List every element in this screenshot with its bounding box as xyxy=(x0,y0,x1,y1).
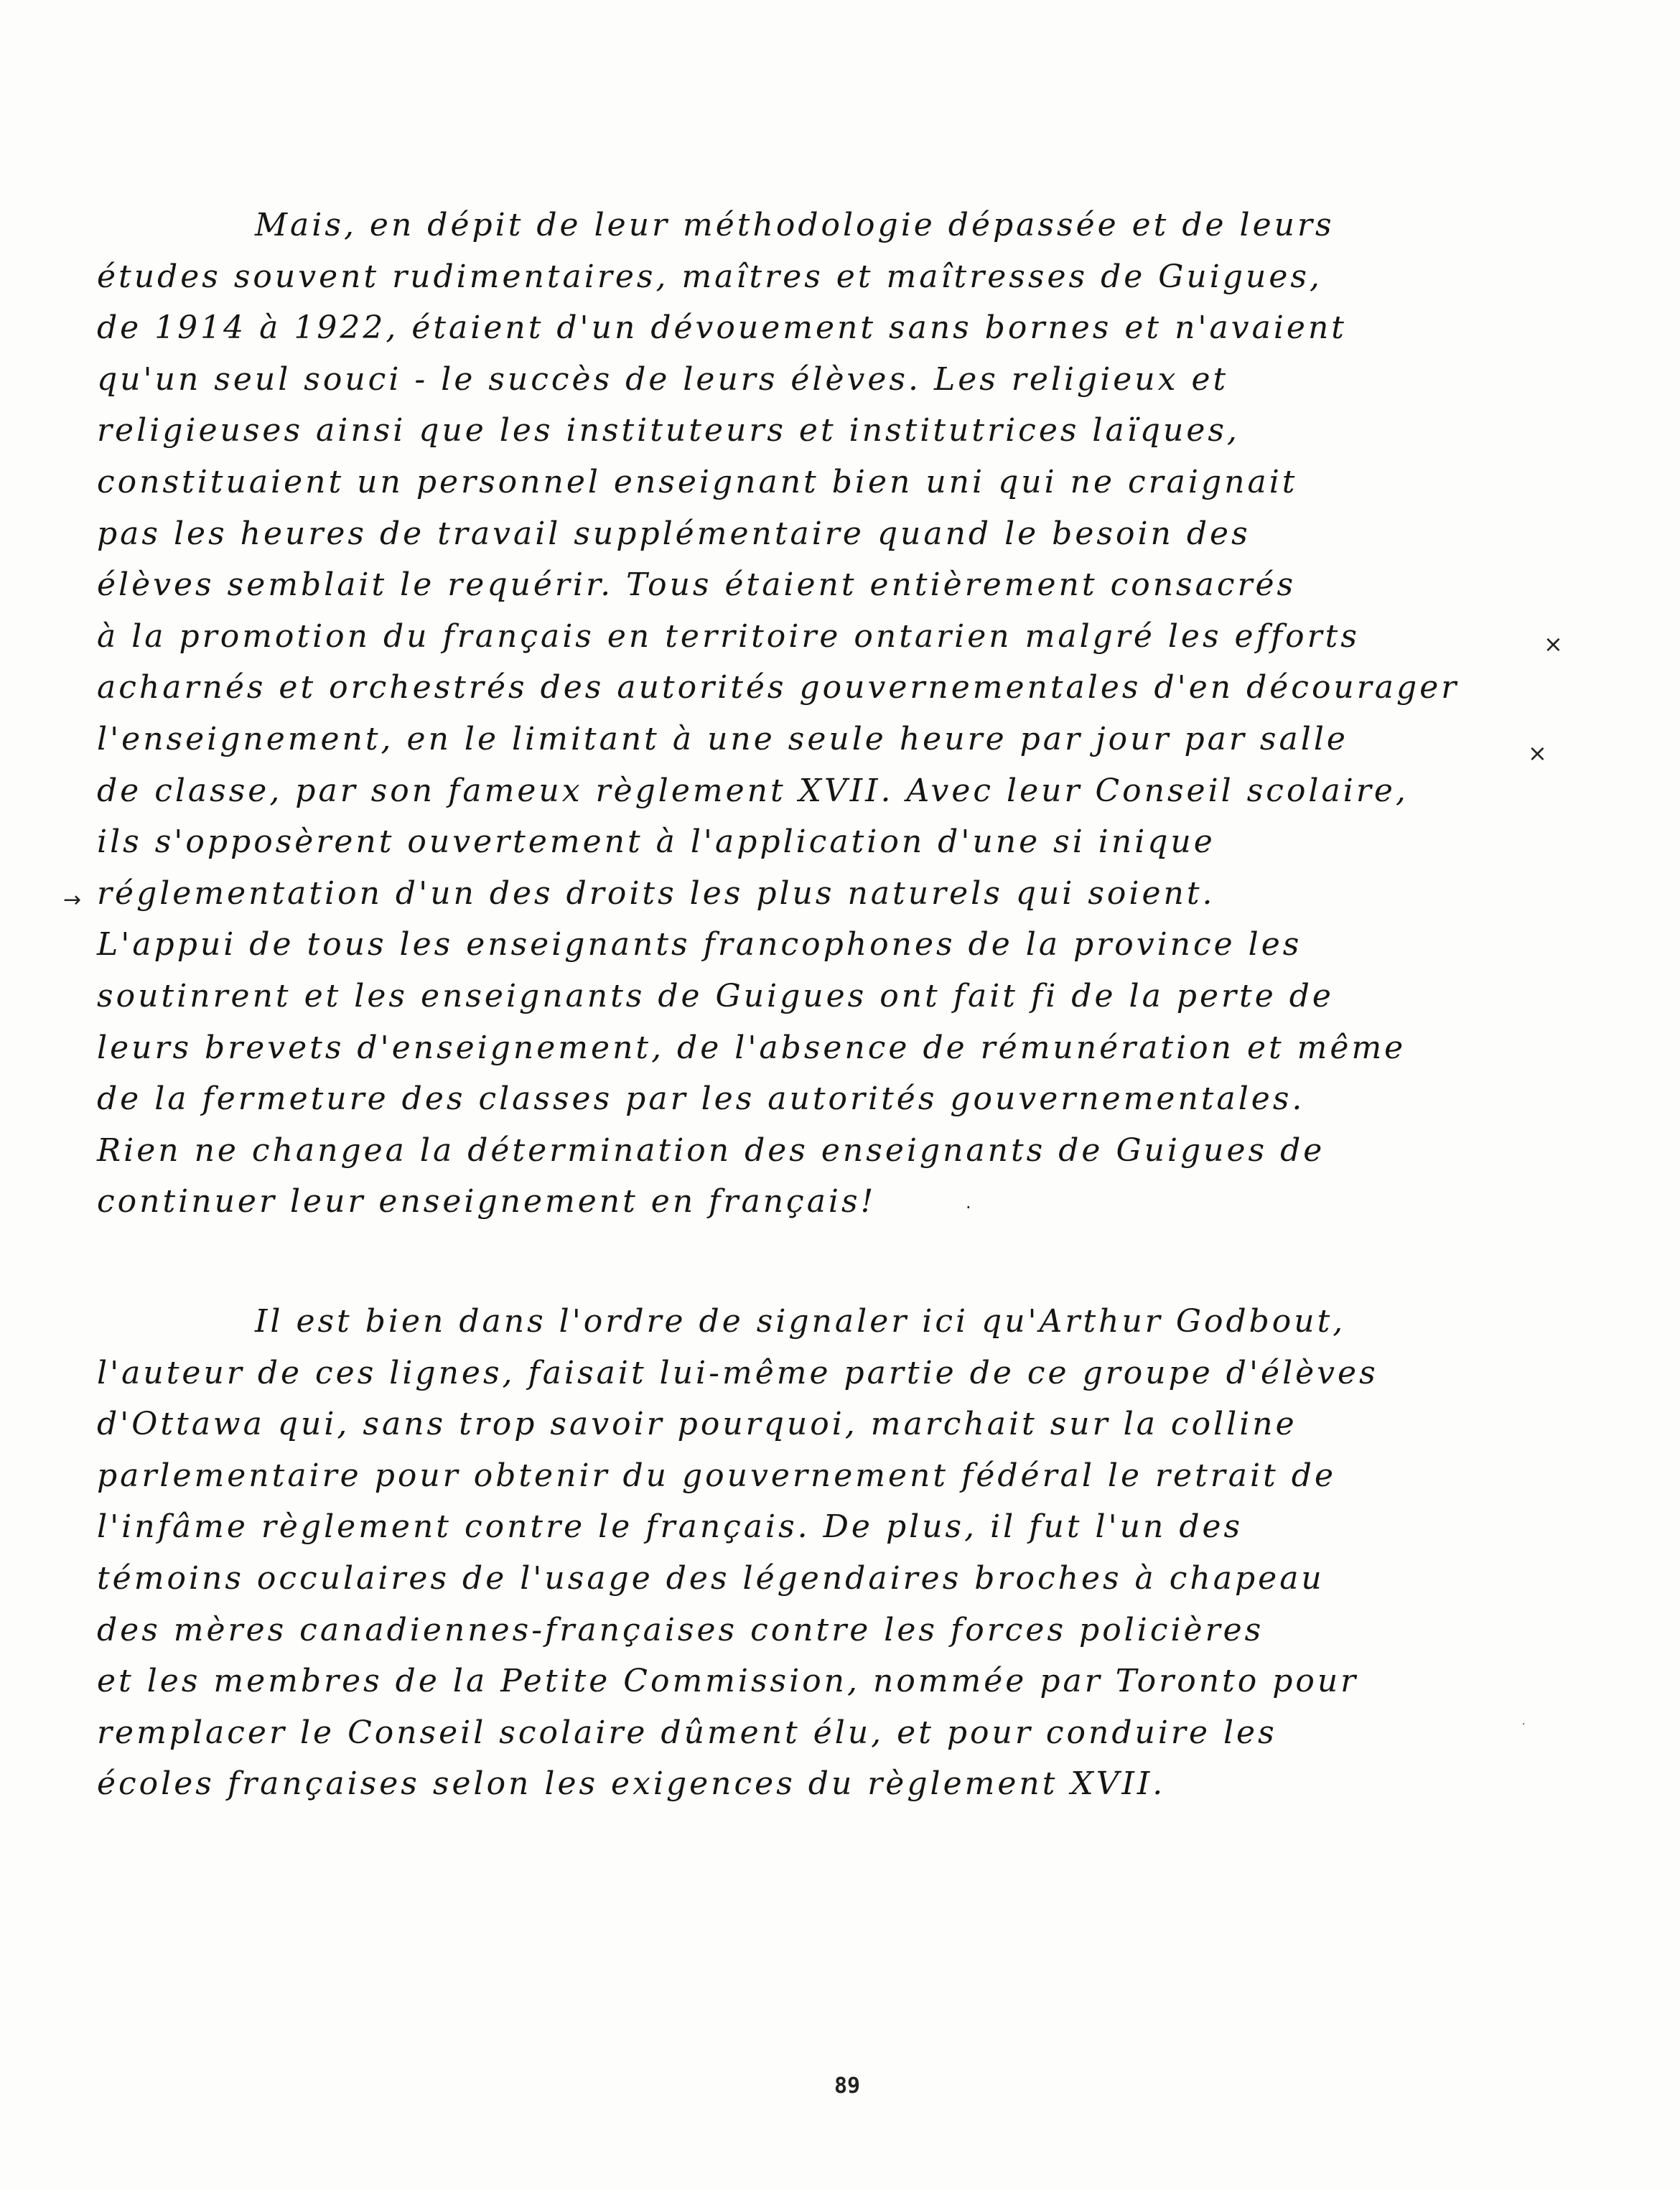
text-line: Il est bien dans l'ordre de signaler ici qu'Arthur Godbout, xyxy=(255,1303,1346,1340)
text-line: constituaient un personnel enseignant bien uni qui ne craignait xyxy=(97,463,1298,500)
text-line: des mères canadiennes-françaises contre les forces policières xyxy=(97,1611,1264,1648)
text-line: études souvent rudimentaires, maîtres et maîtresses de Guigues, xyxy=(97,258,1322,295)
margin-mark-x: × xyxy=(1544,630,1563,658)
text-line: l'enseignement, en le limitant à une seule heure par jour par salle xyxy=(97,720,1348,757)
margin-mark-dot: · xyxy=(1522,1719,1526,1730)
text-line: soutinrent et les enseignants de Guigues ont fait fi de la perte de xyxy=(97,977,1334,1014)
text-line: témoins occulaires de l'usage des légendaires broches à chapeau xyxy=(97,1559,1325,1597)
text-line: continuer leur enseignement en français! xyxy=(97,1183,877,1220)
text-line: ils s'opposèrent ouvertement à l'application d'une si inique xyxy=(97,823,1215,861)
page-number: 89 xyxy=(834,2073,861,2099)
text-line: réglementation d'un des droits les plus naturels qui soient. xyxy=(97,874,1215,912)
text-line: et les membres de la Petite Commission, nommée par Toronto pour xyxy=(97,1663,1359,1700)
text-line: L'appui de tous les enseignants francophones de la province les xyxy=(97,926,1302,963)
text-line: parlementaire pour obtenir du gouvernement fédéral le retrait de xyxy=(97,1457,1336,1494)
text-line: de 1914 à 1922, étaient d'un dévouement sans bornes et n'avaient xyxy=(97,309,1347,347)
text-line: à la promotion du français en territoire ontarien malgré les efforts xyxy=(97,617,1360,655)
text-line: l'infâme règlement contre le français. De plus, il fut l'un des xyxy=(97,1508,1243,1546)
margin-mark-x: × xyxy=(1528,739,1547,767)
text-line: d'Ottawa qui, sans trop savoir pourquoi, marchait sur la colline xyxy=(97,1406,1297,1443)
margin-mark-dot: · xyxy=(966,1198,971,1218)
text-line: élèves semblait le requérir. Tous étaient entièrement consacrés xyxy=(97,566,1297,604)
text-line: religieuses ainsi que les instituteurs et institutrices laïques, xyxy=(97,412,1240,449)
text-line: de classe, par son fameux règlement XVII. Avec leur Conseil scolaire, xyxy=(97,772,1409,809)
text-line: acharnés et orchestrés des autorités gouvernementales d'en décourager xyxy=(97,669,1460,706)
text-line: leurs brevets d'enseignement, de l'absence de rémunération et même xyxy=(97,1029,1406,1066)
text-line: remplacer le Conseil scolaire dûment élu, et pour conduire les xyxy=(97,1714,1277,1751)
paragraph-1 xyxy=(97,200,1590,1228)
text-line: écoles françaises selon les exigences du règlement XVII. xyxy=(97,1765,1166,1803)
text-line: de la fermeture des classes par les autorités gouvernementales. xyxy=(97,1081,1305,1118)
paragraph-2 xyxy=(97,1296,1590,1810)
text-line: l'auteur de ces lignes, faisait lui-même partie de ce groupe d'élèves xyxy=(97,1354,1378,1391)
margin-mark-arrow: → xyxy=(63,887,82,913)
text-line: qu'un seul souci - le succès de leurs élèves. Les religieux et xyxy=(97,360,1229,398)
text-line: pas les heures de travail supplémentaire quand le besoin des xyxy=(97,515,1251,552)
text-line: Rien ne changea la détermination des enseignants de Guigues de xyxy=(97,1131,1325,1169)
text-line: Mais, en dépit de leur méthodologie dépassée et de leurs xyxy=(255,207,1335,243)
